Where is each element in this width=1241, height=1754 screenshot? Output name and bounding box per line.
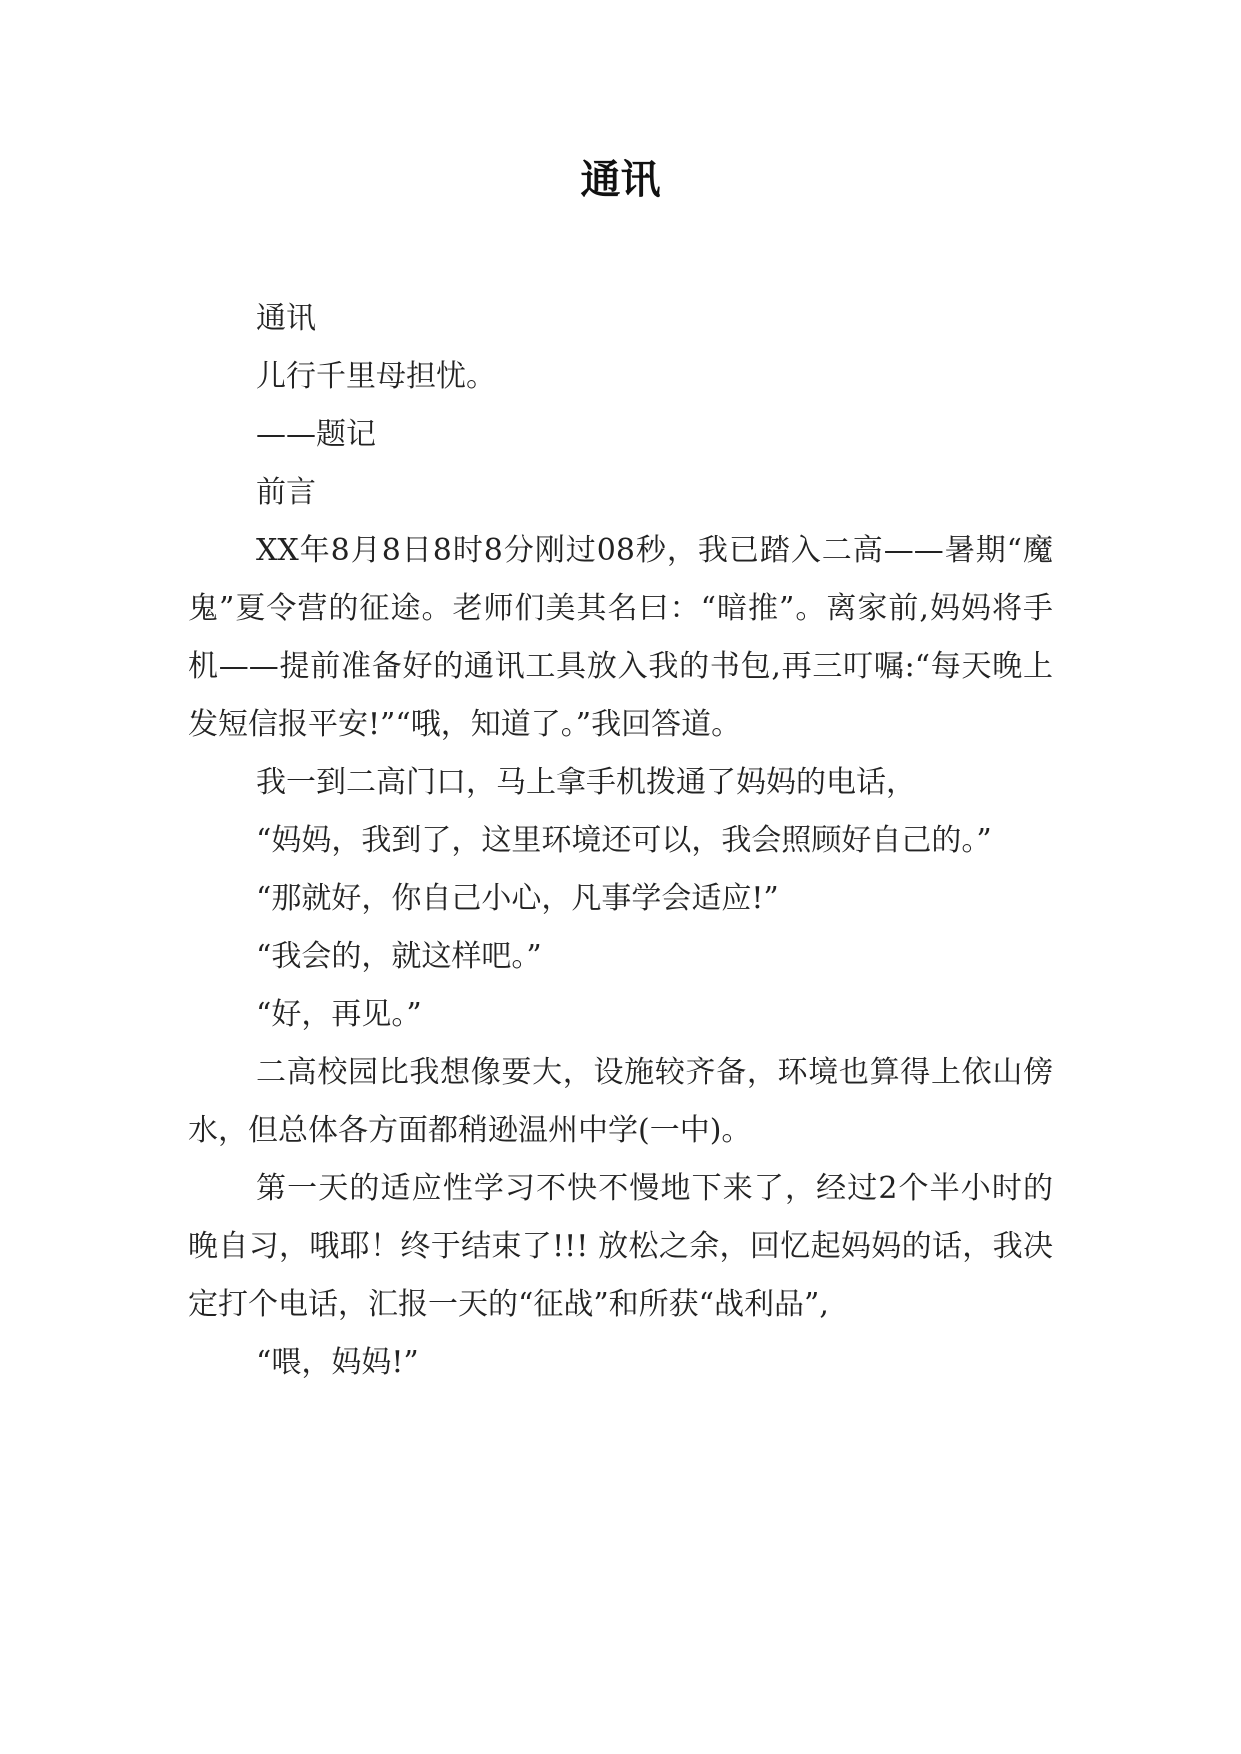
paragraph: XX年8月8日8时8分刚过08秒，我已踏入二高——暑期“魔鬼”夏令营的征途。老师们美其名曰：“暗推”。离家前,妈妈将手机——提前准备好的通讯工具放入我的书包,再三叮嘱:“每天晚上发短信报平安!”“哦，知道了。”我回答道。	[188, 533, 1053, 742]
paragraph: 二高校园比我想像要大，设施较齐备，环境也算得上依山傍水，但总体各方面都稍逊温州中学(一中)。	[188, 1055, 1053, 1148]
paragraph-epigraph: 儿行千里母担忧。	[256, 359, 496, 394]
paragraph-epigraph-credit: ——题记	[256, 417, 376, 452]
document-body	[188, 290, 1053, 1392]
paragraph: “妈妈，我到了，这里环境还可以，我会照顾好自己的。”	[256, 823, 992, 858]
paragraph: “喂，妈妈!”	[256, 1345, 419, 1380]
paragraph: 第一天的适应性学习不快不慢地下来了，经过2个半小时的晚自习，哦耶！终于结束了!!! 放松之余，回忆起妈妈的话，我决定打个电话，汇报一天的“征战”和所获“战利品”,	[188, 1171, 1053, 1322]
paragraph: “我会的，就这样吧。”	[256, 939, 542, 974]
paragraph-preface-heading: 前言	[256, 475, 316, 510]
paragraph: “那就好，你自己小心，凡事学会适应!”	[256, 881, 779, 916]
paragraph: 我一到二高门口，马上拿手机拨通了妈妈的电话，	[256, 765, 916, 800]
paragraph-heading: 通讯	[256, 301, 316, 336]
paragraph: “好，再见。”	[256, 997, 422, 1032]
document-title: 通讯	[580, 157, 661, 203]
